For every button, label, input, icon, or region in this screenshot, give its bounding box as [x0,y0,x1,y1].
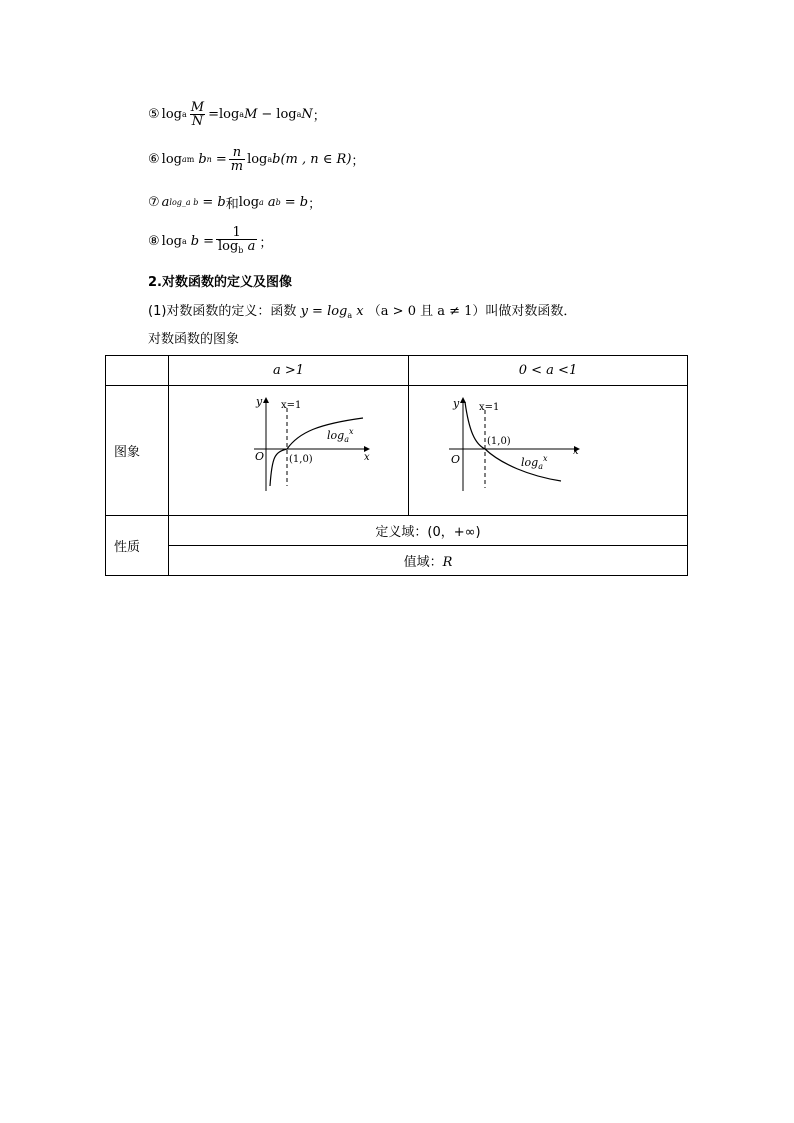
fraction-numerator: n [232,145,242,160]
row-label-properties: 性质 [106,516,169,576]
range-value: R [442,555,453,570]
origin-label: O [255,450,265,463]
definition-x: x [356,304,364,319]
header-a-greater-1: a >1 [169,356,409,386]
formula-8 [148,226,272,257]
definition-line [148,300,576,320]
semicolon: ； [351,154,365,169]
semicolon: ； [308,197,322,212]
log-argument: b [198,152,207,167]
equals-b: = b [284,195,309,210]
marker-5: ⑤ [148,107,160,122]
fraction [229,146,245,173]
fraction-numerator: 1 [232,225,241,240]
fraction-numerator: M [190,100,205,115]
and-text: 和 [225,197,239,212]
argument-power: n [206,155,212,164]
graph-cell-increasing [169,386,409,516]
y-axis-label: y [453,397,460,410]
graph-decreasing [409,386,687,511]
log-base: a [296,110,302,119]
marker-8: ⑧ [148,234,160,249]
section-heading: 2.对数函数的定义及图像 [148,275,292,290]
argument-power: b [275,198,281,207]
log-text: log [217,239,239,254]
log-argument: a [267,195,276,210]
log-base-power: m [186,155,195,164]
log-curve-decreasing [465,402,561,481]
range-cell [169,546,688,576]
log-base: a [181,155,187,164]
semicolon: ； [259,236,273,251]
term-n: N [301,107,313,122]
definition-prefix: (1)对数函数的定义：函数 [148,304,297,319]
header-a-between-0-1: 0 < a <1 [409,356,688,386]
log-text: log [238,195,260,210]
formula-7 [148,193,321,212]
point-label: (1,0) [487,436,511,447]
definition-suffix: 叫做对数函数． [485,304,577,319]
definition-formula: y = log [300,304,348,319]
range-label: 值域： [403,555,443,570]
table-corner-cell [106,356,169,386]
fraction-denominator: m [230,159,244,174]
x-axis-label: x [364,452,370,463]
point-label: (1,0) [289,454,313,465]
graph-increasing [169,386,408,511]
log-base: a [181,237,187,246]
fraction [189,101,206,128]
curve-label: $\log_a^x$ [327,427,354,444]
graph-intro: 对数函数的图象 [148,332,240,347]
equals: = [203,234,214,249]
log-argument: b [272,152,281,167]
equals: = [215,152,227,167]
power-exponent: log_a b [169,198,199,207]
log-base: a [239,110,245,119]
fraction [216,226,257,257]
asymptote-label: x=1 [479,402,500,413]
log-text: log [247,152,268,167]
minus: − [261,107,273,122]
log-base: b [238,246,244,255]
condition: (m , n ∈ R) [280,152,352,167]
marker-6: ⑥ [148,152,160,167]
log-text: log [161,152,182,167]
semicolon: ； [312,109,326,124]
fraction-denominator: N [191,114,204,129]
formula-6 [148,146,364,173]
equals: = [208,107,219,122]
graph-cell-decreasing [409,386,688,516]
log-base: a [259,198,264,207]
log-base: a [267,155,273,164]
log-text: log [218,107,240,122]
power-base: a [161,195,170,210]
equals-b: = b [202,195,226,210]
log-base: a [181,110,187,119]
domain-cell: 定义域：(0，+∞) [169,516,688,546]
formula-5 [148,101,326,128]
log-text: log [161,107,182,122]
origin-label: O [451,453,461,466]
curve-label: $\log_a^x$ [521,454,548,471]
term-m: M [244,107,258,122]
log-function-table [105,355,688,576]
log-text: log [276,107,297,122]
log-argument: b [190,234,200,249]
log-text: log [161,234,182,249]
definition-base: a [347,311,353,320]
y-axis-label: y [256,395,263,408]
marker-7: ⑦ [148,195,160,210]
fraction-denominator [216,239,257,257]
x-axis-label: x [573,446,579,457]
asymptote-label: x=1 [281,400,302,411]
definition-condition: （a > 0 且 a ≠ 1） [367,304,486,319]
row-label-graph: 图象 [106,386,169,516]
log-argument: a [247,239,256,254]
